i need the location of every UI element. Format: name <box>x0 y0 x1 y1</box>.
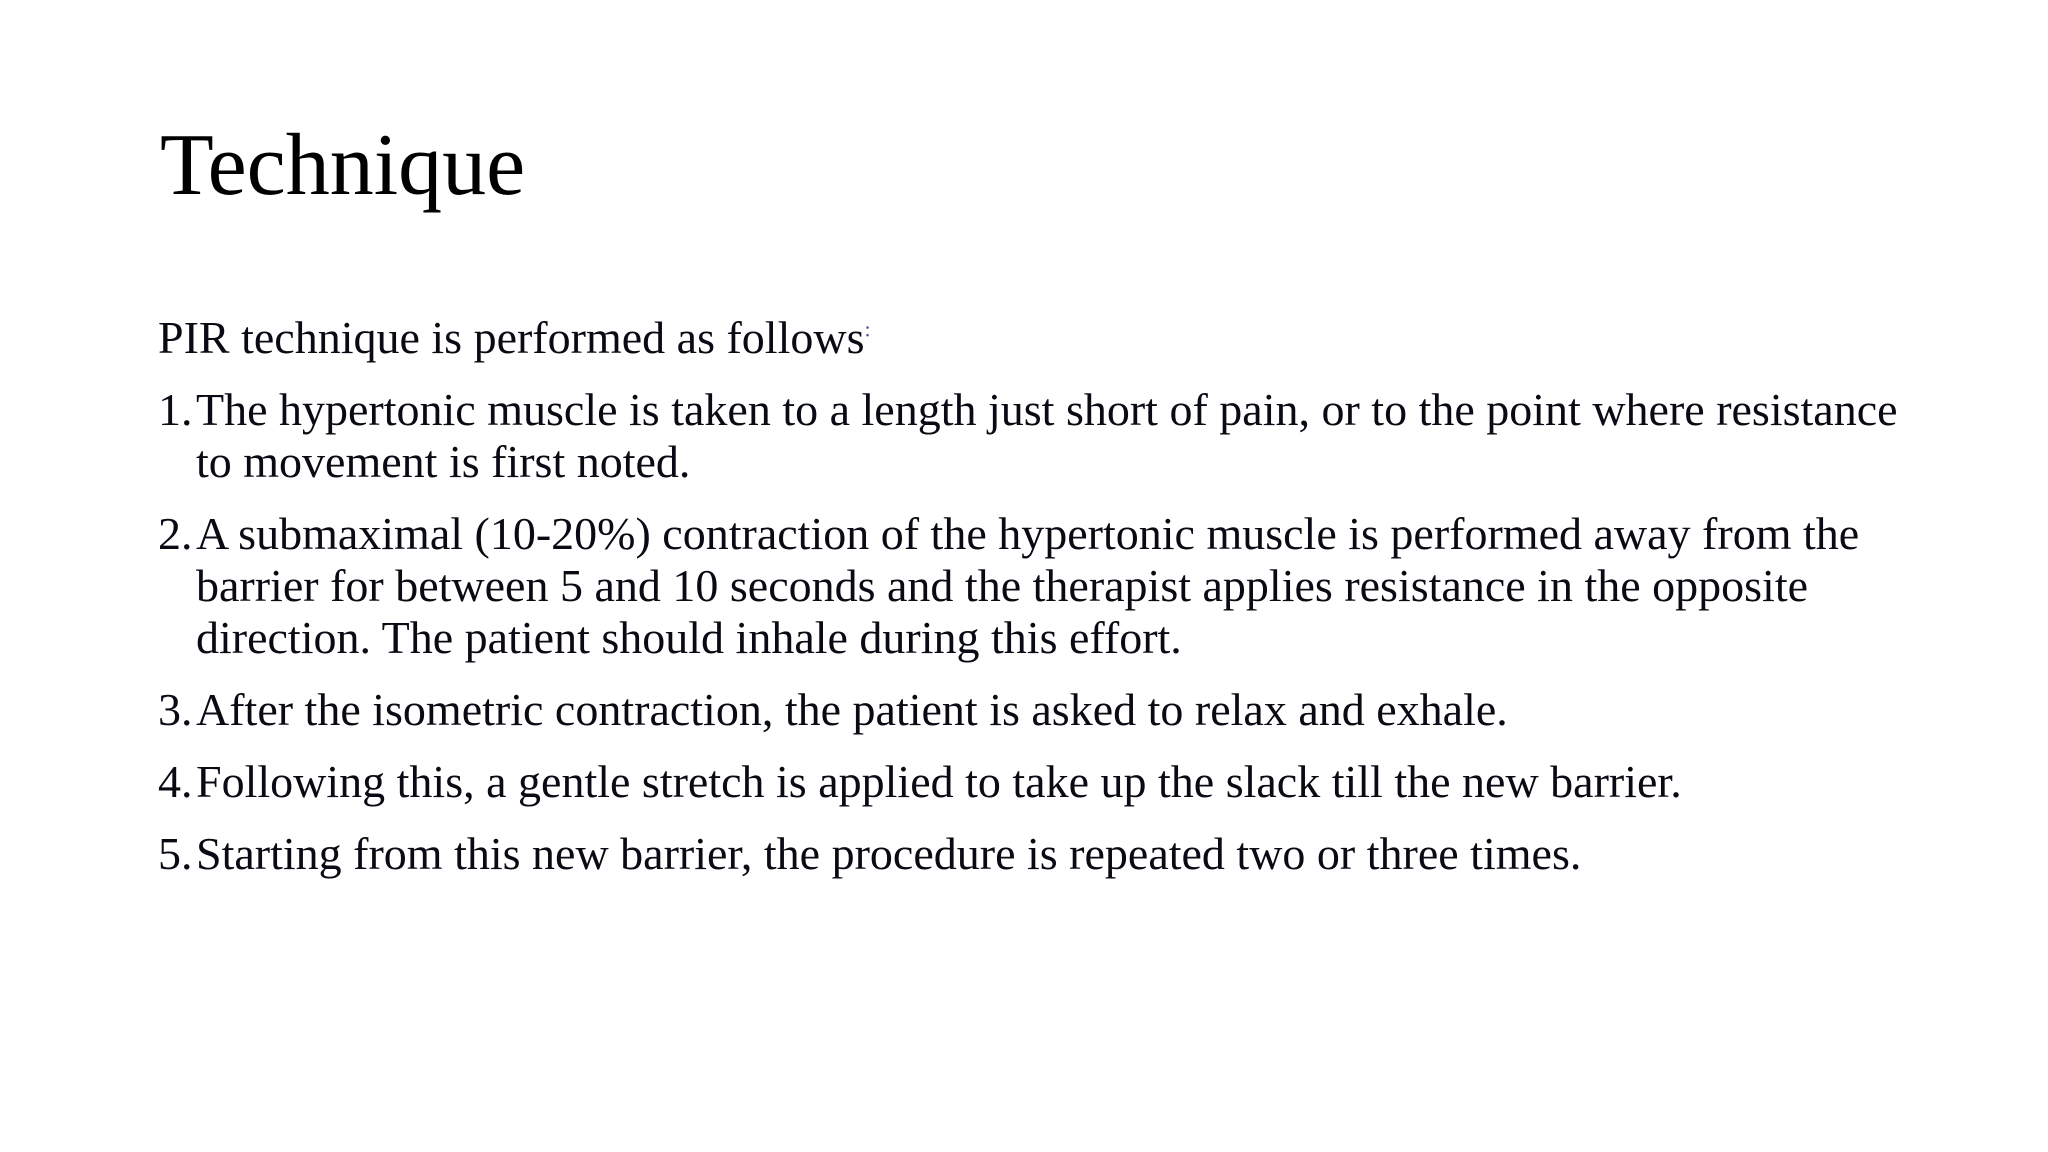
steps-list <box>158 384 1918 900</box>
intro-label: PIR technique is performed as follows <box>158 312 865 363</box>
step-item-3 <box>158 684 1918 736</box>
step-text: Following this, a gentle stretch is applied to take up the slack till the new barrier. <box>196 756 1682 807</box>
step-text: A submaximal (10-20%) contraction of the hypertonic muscle is performed away from the barrier for between 5 and 10 seconds and the therapist applies resistance in the opposite direction. The patient should inhale during this effort. <box>196 508 1860 663</box>
step-text: Starting from this new barrier, the procedure is repeated two or three times. <box>196 828 1582 879</box>
intro-colon: : <box>864 316 871 342</box>
step-number: 1. <box>158 384 193 435</box>
step-text: The hypertonic muscle is taken to a length just short of pain, or to the point where resistance to movement is first noted. <box>196 384 1898 487</box>
step-item-4 <box>158 756 1918 808</box>
step-number: 2. <box>158 508 193 559</box>
step-number: 5. <box>158 828 193 879</box>
step-item-1 <box>158 384 1918 488</box>
step-number: 4. <box>158 756 193 807</box>
intro-text <box>158 312 871 365</box>
step-number: 3. <box>158 684 193 735</box>
step-text: After the isometric contraction, the patient is asked to relax and exhale. <box>196 684 1508 735</box>
slide-title: Technique <box>160 117 526 214</box>
step-item-5 <box>158 828 1918 880</box>
step-item-2 <box>158 508 1918 664</box>
